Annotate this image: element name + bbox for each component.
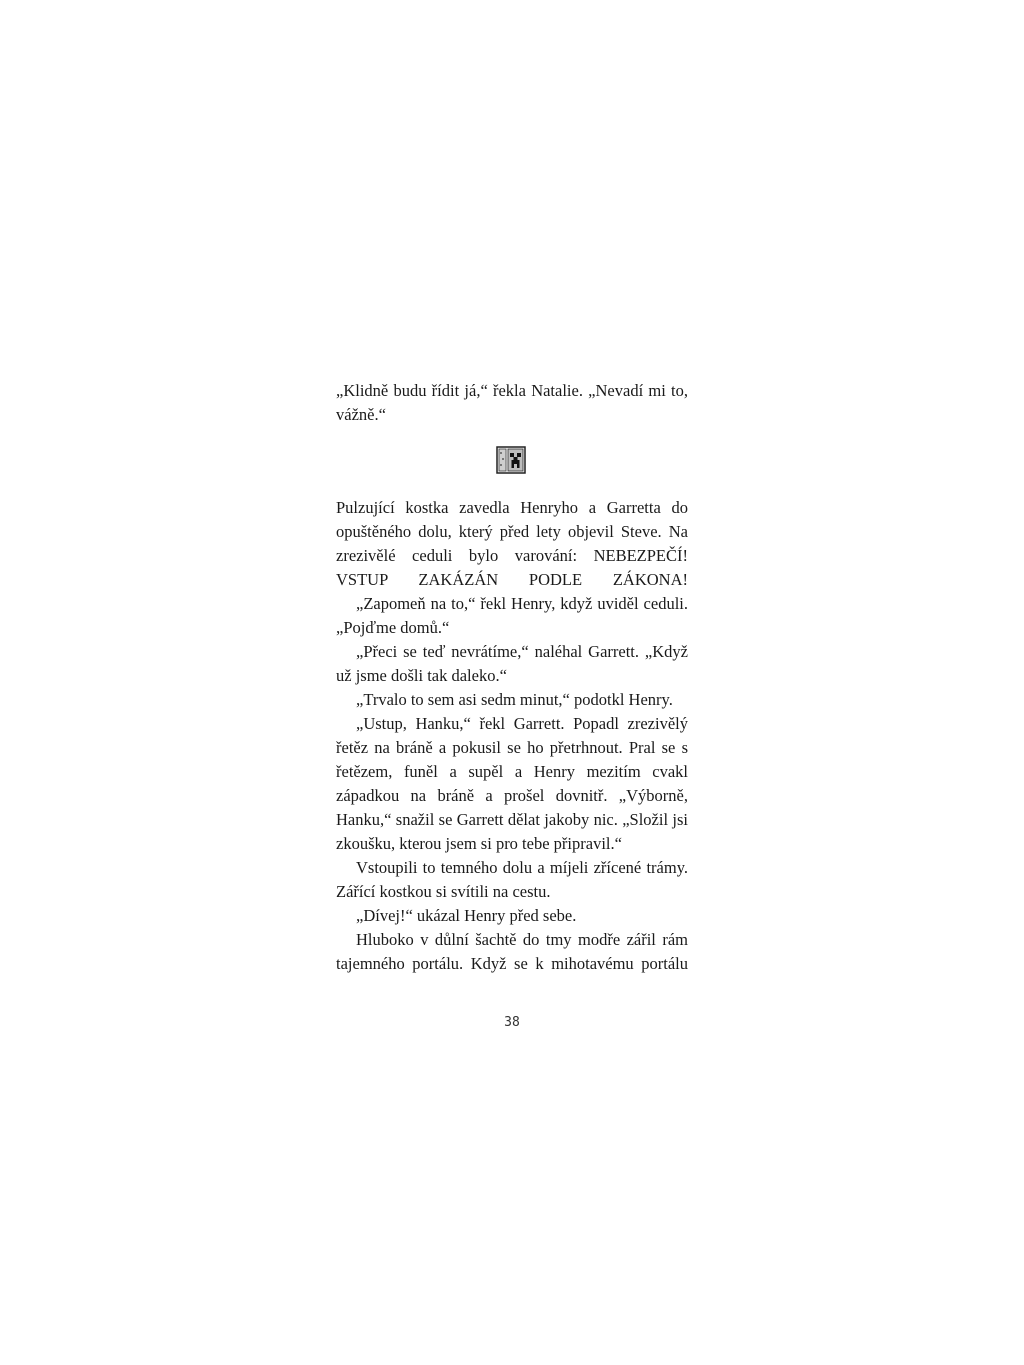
paragraph: Hluboko v důlní šachtě do tmy modře zářil rám tajemného portálu. Když se k mihotavému portálu — [336, 930, 688, 973]
page-number: 38 — [504, 1015, 520, 1030]
paragraph: „Zapomeň na to,“ řekl Henry, když uviděl ceduli. „Pojďme domů.“ — [336, 594, 688, 637]
paragraph: „Přeci se teď nevrátíme,“ naléhal Garrett. „Když už jsme došli tak daleko.“ — [336, 642, 688, 685]
main-text-block — [336, 496, 688, 976]
paragraph: „Ustup, Hanku,“ řekl Garrett. Popadl zrezivělý řetěz na bráně a pokusil se ho přetrhnout. Pral se s řetězem, funěl a supěl a Henry mezitím cvakl západkou na bráně a prošel dovnitř. „Výborně, Hanku,“ snažil se Garrett dělat jakoby nic. „Složil jsi zkoušku, kterou jsem si pro tebe připravil.“ — [336, 714, 688, 853]
paragraph: „Trvalo to sem asi sedm minut,“ podotkl Henry. — [356, 690, 673, 709]
paragraph: „Klidně budu řídit já,“ řekla Natalie. „Nevadí mi to, vážně.“ — [336, 381, 688, 424]
paragraph: Pulzující kostka zavedla Henryho a Garretta do opuštěného dolu, který před lety objevil Steve. Na zrezivělé ceduli bylo varování: NEBEZPEČÍ! VSTUP ZAKÁZÁN PODLE ZÁKONA! — [336, 498, 688, 589]
paragraph: Vstoupili to temného dolu a míjeli zřícené trámy. Zářící kostkou si svítili na cestu. — [336, 858, 688, 901]
paragraph: „Dívej!“ ukázal Henry před sebe. — [356, 906, 577, 925]
creeper-block-icon — [496, 446, 526, 474]
opening-paragraph-block — [336, 379, 688, 427]
